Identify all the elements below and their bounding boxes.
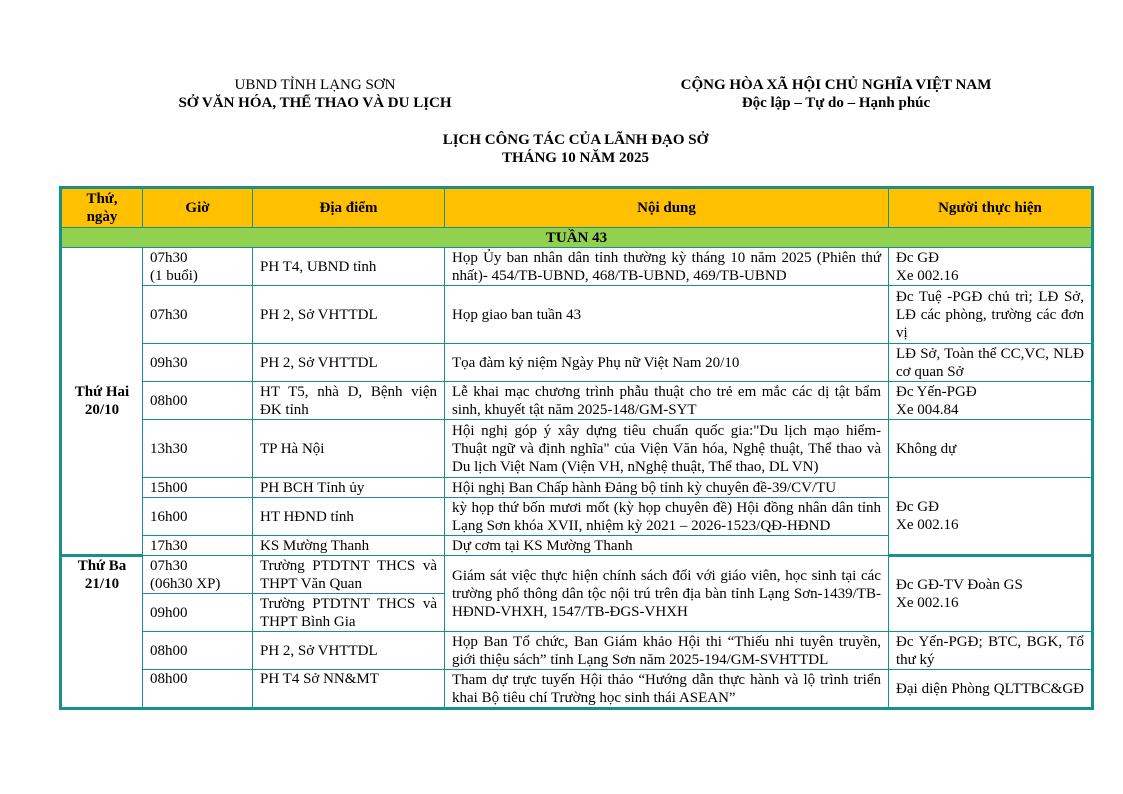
person-cell-shared: Đc GĐ Xe 002.16 [889, 478, 1093, 556]
content-cell: Tọa đàm kỷ niệm Ngày Phụ nữ Việt Nam 20/10 [445, 344, 889, 382]
time-cell: 07h30 (1 buổi) [143, 248, 253, 286]
content-cell: kỳ họp thứ bốn mươi mốt (kỳ họp chuyên đề) Hội đồng nhân dân tỉnh Lạng Sơn khóa XVII, nhiệm kỳ 2021 – 2026-1523/QĐ-HĐND [445, 498, 889, 536]
place-cell: PH BCH Tỉnh ủy [253, 478, 445, 498]
time-cell: 07h30 (06h30 XP) [143, 556, 253, 594]
day-cell-monday: Thứ Hai 20/10 [61, 248, 143, 556]
content-cell: Tham dự trực tuyến Hội thảo “Hướng dẫn thực hành và lộ trình triển khai Bộ tiêu chí Trường học sinh thái ASEAN” [445, 670, 889, 709]
place-cell: Trường PTDTNT THCS và THPT Văn Quan [253, 556, 445, 594]
nation-line-2: Độc lập – Tự do – Hạnh phúc [741, 95, 931, 111]
table-row [61, 382, 1093, 420]
org-line-2: SỞ VĂN HÓA, THỂ THAO VÀ DU LỊCH [178, 95, 452, 111]
content-cell-shared: Giám sát việc thực hiện chính sách đối với giáo viên, học sinh tại các trường phổ thông dân tộc nội trú trên địa bàn tỉnh Lạng Sơn-1439/TB-HĐND-VHXH, 1547/TB-ĐGS-VHXH [445, 556, 889, 632]
time-cell: 08h00 [143, 670, 253, 709]
person-cell: Đc GĐ Xe 002.16 [889, 248, 1093, 286]
person-cell: Không dự [889, 420, 1093, 478]
table-row [61, 286, 1093, 344]
document-title [0, 131, 1123, 167]
header-day: Thứ, ngày [61, 188, 143, 228]
place-cell: PH 2, Sở VHTTDL [253, 632, 445, 670]
week-row [61, 228, 1093, 248]
content-cell: Họp Ủy ban nhân dân tỉnh thường kỳ tháng 10 năm 2025 (Phiên thứ nhất)- 454/TB-UBND, 468/TB-UBND, 469/TB-UBND [445, 248, 889, 286]
header-time: Giờ [143, 188, 253, 228]
content-cell: Dự cơm tại KS Mường Thanh [445, 536, 889, 556]
place-cell: Trường PTDTNT THCS và THPT Bình Gia [253, 594, 445, 632]
place-cell: HT HĐND tỉnh [253, 498, 445, 536]
place-cell: PH 2, Sở VHTTDL [253, 344, 445, 382]
content-cell: Hội nghị Ban Chấp hành Đảng bộ tỉnh kỳ chuyên đề-39/CV/TU [445, 478, 889, 498]
table-row [61, 248, 1093, 286]
content-cell: Hội nghị góp ý xây dựng tiêu chuẩn quốc gia:"Du lịch mạo hiểm- Thuật ngữ và định nghĩa" của Viện Văn hóa, Nghệ thuật, Thể thao và Du lịch Việt Nam (Viện VH, nNghệ thuật, Thể thao, DL VN) [445, 420, 889, 478]
time-cell: 16h00 [143, 498, 253, 536]
table-row [61, 632, 1093, 670]
person-cell: Đc Tuệ -PGĐ chủ trì; LĐ Sở, LĐ các phòng, trường các đơn vị [889, 286, 1093, 344]
place-cell: KS Mường Thanh [253, 536, 445, 556]
nation-line-1: CỘNG HÒA XÃ HỘI CHỦ NGHĨA VIỆT NAM [680, 77, 992, 93]
time-cell: 09h30 [143, 344, 253, 382]
place-cell: HT T5, nhà D, Bệnh viện ĐK tỉnh [253, 382, 445, 420]
place-cell: PH 2, Sở VHTTDL [253, 286, 445, 344]
time-cell: 13h30 [143, 420, 253, 478]
header-content: Nội dung [445, 188, 889, 228]
time-cell: 09h00 [143, 594, 253, 632]
person-cell: Đại diện Phòng QLTTBC&GĐ [889, 670, 1093, 709]
title-line-2: THÁNG 10 NĂM 2025 [501, 150, 650, 166]
time-cell: 08h00 [143, 632, 253, 670]
table-row [61, 344, 1093, 382]
table-row [61, 420, 1093, 478]
issuing-organization [110, 76, 520, 112]
header-person: Người thực hiện [889, 188, 1093, 228]
person-cell: LĐ Sở, Toàn thể CC,VC, NLĐ cơ quan Sở [889, 344, 1093, 382]
national-motto [620, 76, 1052, 112]
time-cell: 08h00 [143, 382, 253, 420]
day-cell-tuesday: Thứ Ba 21/10 [61, 556, 143, 709]
time-cell: 17h30 [143, 536, 253, 556]
place-cell: PH T4, UBND tỉnh [253, 248, 445, 286]
person-cell: Đc Yến-PGĐ; BTC, BGK, Tổ thư ký [889, 632, 1093, 670]
place-cell: PH T4 Sở NN&MT [253, 670, 445, 709]
table-header-row [61, 188, 1093, 228]
time-cell: 15h00 [143, 478, 253, 498]
table-row [61, 670, 1093, 709]
header-place: Địa điểm [253, 188, 445, 228]
place-cell: TP Hà Nội [253, 420, 445, 478]
time-cell: 07h30 [143, 286, 253, 344]
content-cell: Lễ khai mạc chương trình phẫu thuật cho trẻ em mắc các dị tật bẩm sinh, khuyết tật năm 2025-148/GM-SYT [445, 382, 889, 420]
table-row [61, 478, 1093, 498]
org-line-1: UBND TỈNH LẠNG SƠN [234, 77, 396, 93]
week-label: TUẦN 43 [61, 228, 1093, 248]
table-row [61, 556, 1093, 594]
person-cell: Đc Yến-PGĐ Xe 004.84 [889, 382, 1093, 420]
person-cell-shared: Đc GĐ-TV Đoàn GS Xe 002.16 [889, 556, 1093, 632]
content-cell: Họp Ban Tổ chức, Ban Giám khảo Hội thi “Thiếu nhi tuyên truyền, giới thiệu sách” tỉnh Lạng Sơn năm 2025-194/GM-SVHTTDL [445, 632, 889, 670]
content-cell: Họp giao ban tuần 43 [445, 286, 889, 344]
title-line-1: LỊCH CÔNG TÁC CỦA LÃNH ĐẠO SỞ [442, 132, 709, 148]
schedule-table [59, 186, 1094, 710]
